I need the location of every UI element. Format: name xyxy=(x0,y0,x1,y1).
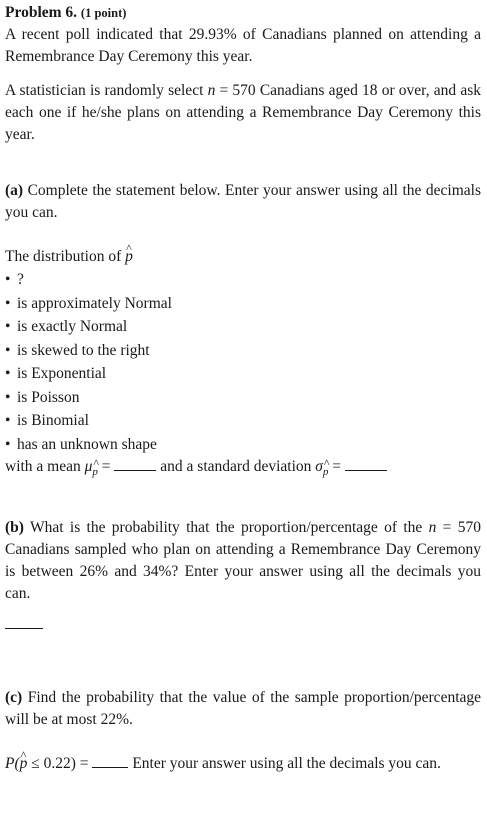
part-a-prompt-text: Complete the statement below. Enter your answer using all the decimals you can. xyxy=(5,182,482,221)
sigma-symbol: σ xyxy=(315,458,323,475)
mu-subscript: ^ p xyxy=(92,461,98,483)
prob-expr-rest: ≤ 0.22) = xyxy=(27,755,93,772)
option-item[interactable]: • has an unknown shape xyxy=(5,435,157,453)
p-hat-symbol: ^ p xyxy=(125,246,133,268)
part-b-text-pre: What is the probability that the proportion/percentage of the xyxy=(30,519,429,536)
option-item[interactable]: • is exactly Normal xyxy=(5,318,128,335)
problem-points: (1 point) xyxy=(80,6,127,20)
option-item[interactable]: • is skewed to the right xyxy=(5,341,150,359)
setup-n-symbol: n xyxy=(207,82,216,99)
mean-answer-input[interactable] xyxy=(114,469,156,471)
option-item[interactable]: • ? xyxy=(5,271,24,288)
part-c-answer-input[interactable] xyxy=(92,766,128,768)
sd-eq: = xyxy=(328,458,345,475)
sd-lead: and a standard deviation xyxy=(156,458,316,475)
option-item[interactable]: • is Poisson xyxy=(5,388,80,406)
mean-eq: = xyxy=(97,458,115,475)
sigma-subscript: ^ p xyxy=(323,461,329,483)
option-item[interactable]: • is approximately Normal xyxy=(5,294,172,312)
distribution-lead: The distribution of xyxy=(5,248,126,265)
part-c-expression xyxy=(5,753,481,775)
part-b-label: (b) xyxy=(5,519,24,536)
mean-lead: with a mean xyxy=(5,458,85,475)
distribution-statement xyxy=(5,246,481,268)
part-b-prompt xyxy=(5,517,481,605)
part-c-p-hat: ^ p xyxy=(20,753,28,775)
option-item[interactable]: • is Exponential xyxy=(5,365,107,382)
prob-p-open: P( xyxy=(5,755,20,772)
part-b-n-symbol: n xyxy=(428,519,437,536)
part-a-label: (a) xyxy=(5,182,24,199)
distribution-options[interactable] xyxy=(5,268,481,456)
problem-header xyxy=(5,2,481,24)
part-b-text-post: = 570 Canadians sampled who plan on attending a Remembrance Day Ceremony is between 26% and 34%? Enter your answer using all the decimals you can. xyxy=(5,519,481,602)
problem-title: Problem 6. xyxy=(5,4,78,21)
part-c-prompt-text: Find the probability that the value of the sample proportion/percentage will be at most 22%. xyxy=(5,689,482,728)
option-item[interactable]: • is Binomial xyxy=(5,412,89,429)
part-c-label: (c) xyxy=(5,689,23,706)
problem-intro: A recent poll indicated that 29.93% of Canadians planned on attending a Remembrance Day Ceremony this year. xyxy=(5,26,481,65)
problem-setup xyxy=(5,80,481,146)
setup-text-post: = 570 Canadians aged 18 or over, and ask each one if he/she plans on attending a Remembrance Day Ceremony this year. xyxy=(5,82,481,143)
part-a-prompt xyxy=(5,180,481,224)
part-c-instruction: Enter your answer using all the decimals you can. xyxy=(128,755,441,772)
sd-answer-input[interactable] xyxy=(345,469,387,471)
setup-text-pre: A statistician is randomly select xyxy=(5,82,208,99)
mean-sd-line xyxy=(5,456,481,483)
mu-symbol: μ xyxy=(84,458,93,475)
part-c-prompt xyxy=(5,687,481,731)
